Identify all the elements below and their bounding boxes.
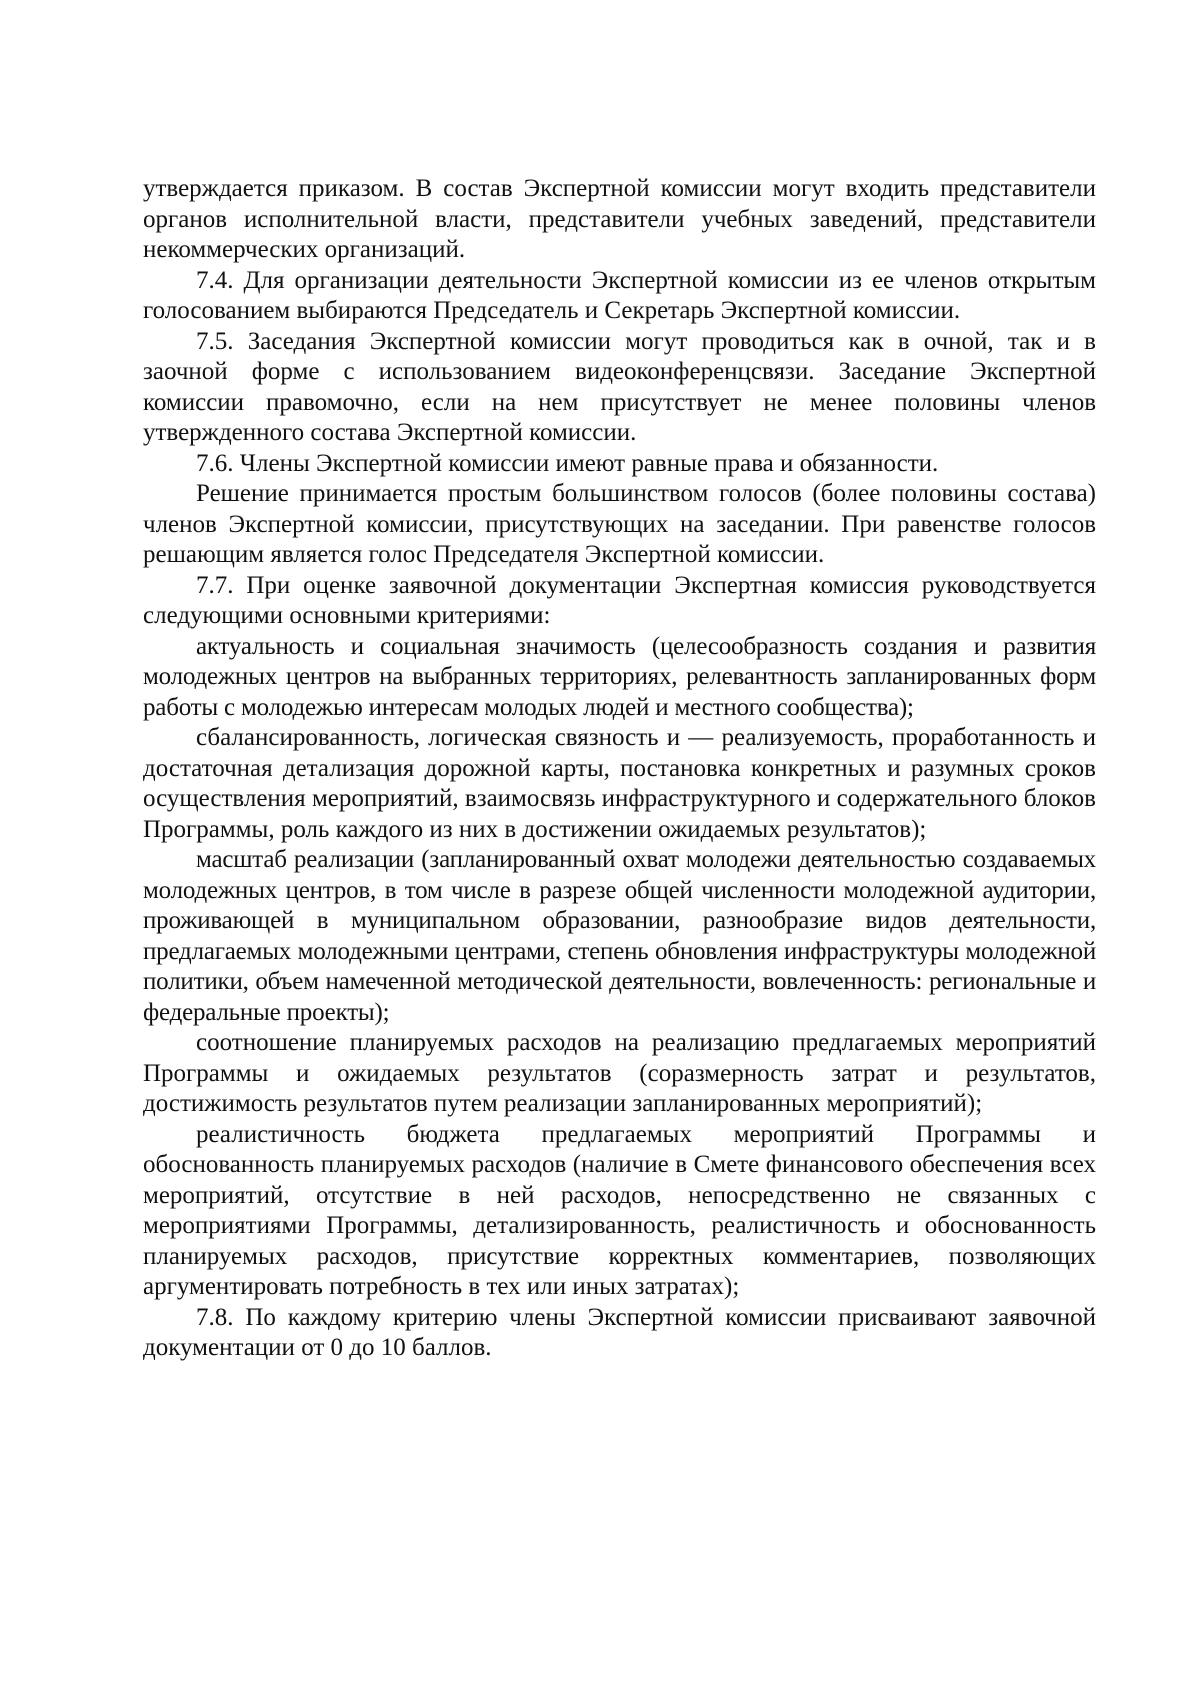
criterion-balance: сбалансированность, логическая связность и — реализуемость, проработанность и достаточная детализация дорожной карты, постановка конкретных и разумных сроков осуществления мероприятий, взаимосвязь инфраструктурного и содержательного блоков Программы, роль каждого из них в достижении ожидаемых результатов); [143,724,1096,843]
paragraph-7-6: 7.6. Члены Экспертной комиссии имеют равные права и обязанности. [196,449,939,477]
criterion-cost-ratio: соотношение планируемых расходов на реализацию предлагаемых мероприятий Программы и ожидаемых результатов (соразмерность затрат и результатов, достижимость результатов путем реализации запланированных мероприятий); [143,1029,1096,1117]
criterion-budget-realism: реалистичность бюджета предлагаемых мероприятий Программы и обоснованность планируемых расходов (наличие в Смете финансового обеспечения всех мероприятий, отсутствие в ней расходов, непосредственно не связанных с мероприятиями Программы, детализированность, реалистичность и обоснованность планируемых расходов, присутствие корректных комментариев, позволяющих аргументировать потребность в тех или иных затратах); [143,1120,1096,1300]
paragraph-7-7: 7.7. При оценке заявочной документации Экспертная комиссия руководствуется следующими основными критериями: [143,571,1096,629]
paragraph-7-5: 7.5. Заседания Экспертной комиссии могут проводиться как в очной, так и в заочной форме с использованием видеоконференцсвязи. Заседание Экспертной комиссии правомочно, если на нем присутствует не менее половины членов утвержденного состава Экспертной комиссии. [143,327,1096,446]
criterion-relevance: актуальность и социальная значимость (целесообразность создания и развития молодежных центров на выбранных территориях, релевантность запланированных форм работы с молодежью интересам молодых людей и местного сообщества); [143,632,1096,721]
paragraph-7-4: 7.4. Для организации деятельности Экспертной комиссии из ее членов открытым голосованием выбираются Председатель и Секретарь Экспертной комиссии. [143,266,1096,324]
paragraph-7-8: 7.8. По каждому критерию члены Экспертной комиссии присваивают заявочной документации от 0 до 10 баллов. [143,1303,1096,1361]
document-body [143,174,1096,1364]
paragraph-composition-continued: утверждается приказом. В состав Экспертной комиссии могут входить представители органов исполнительной власти, представители учебных заведений, представители некоммерческих организаций. [143,175,1096,263]
paragraph-decision: Решение принимается простым большинством голосов (более половины состава) членов Экспертной комиссии, присутствующих на заседании. При равенстве голосов решающим является голос Председателя Экспертной комиссии. [143,480,1096,568]
criterion-scale: масштаб реализации (запланированный охват молодежи деятельностью создаваемых молодежных центров, в том числе в разрезе общей численности молодежной аудитории, проживающей в муниципальном образовании, разнообразие видов деятельности, предлагаемых молодежными центрами, степень обновления инфраструктуры молодежной политики, объем намеченной методической деятельности, вовлеченность: региональные и федеральные проекты); [143,846,1096,1026]
